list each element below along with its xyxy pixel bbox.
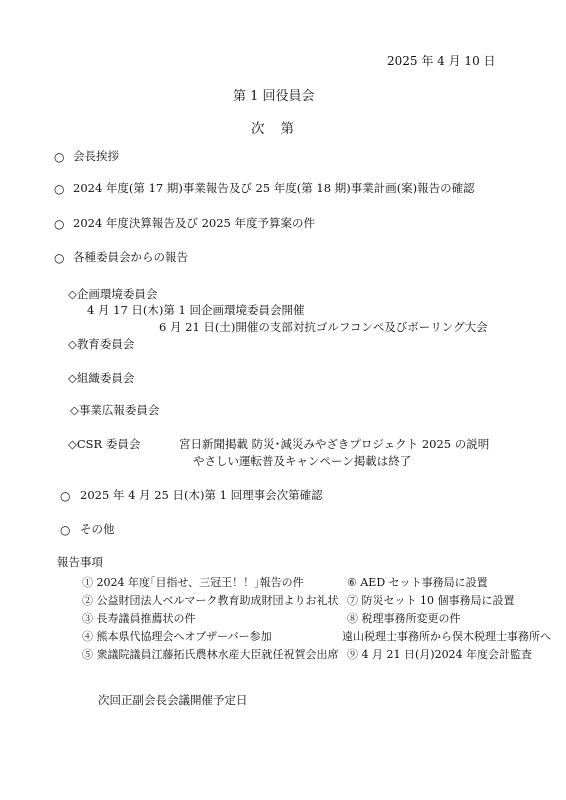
report-item: ⑨ 4 月 21 日(月)2024 年度会計監査 — [347, 648, 533, 661]
report-item-continuation: 遠山税理士事務所から俣木税理士事務所へ — [342, 630, 551, 643]
agenda-item-text: 会長挨拶 — [73, 149, 119, 163]
agenda-heading: 次第 — [251, 121, 310, 137]
agenda-item-text: 2025 年 4 月 25 日(木)第 1 回理事会次第確認 — [80, 488, 323, 502]
report-item: ⑥ AED セット事務局に設置 — [347, 576, 488, 589]
agenda-item-text: 2024 年度(第 17 期)事業報告及び 25 年度(第 18 期)事業計画(案)報告の確認 — [73, 181, 475, 195]
report-item: ① 2024 年度｢目指せ、三冠王！！｣報告の件 — [82, 576, 304, 589]
committee-education-title: ◇教育委員会 — [68, 337, 135, 351]
report-item: ② 公益財団法人ベルマーク教育助成財団よりお礼状 — [82, 594, 339, 607]
report-item: ④ 熊本県代協理会へオブザーバー参加 — [82, 630, 272, 643]
circle-bullet: ○ — [54, 150, 65, 164]
committee-planning-line: 6 月 21 日(土)開催の支部対抗ゴルフコンペ及びボーリング大会 — [159, 320, 488, 334]
report-item: ⑤ 衆議院議員江藤拓氏農林水産大臣就任祝賀会出席 — [82, 648, 339, 661]
committee-csr-line: 宮日新聞掲載 防災･減災みやざきプロジェクト 2025 の説明 — [179, 437, 490, 451]
meeting-title: 第 1 回役員会 — [233, 89, 315, 104]
report-item: ⑧ 税理事務所変更の件 — [347, 612, 461, 625]
circle-bullet: ○ — [54, 251, 65, 265]
committee-organization-title: ◇組織委員会 — [68, 371, 135, 385]
circle-bullet: ○ — [54, 217, 65, 231]
committee-csr-title: ◇CSR 委員会 — [68, 437, 141, 451]
circle-bullet: ○ — [60, 489, 71, 503]
circle-bullet: ○ — [60, 523, 71, 537]
report-item: ⑦ 防災セット 10 個事務局に設置 — [347, 594, 515, 607]
reports-heading: 報告事項 — [57, 555, 103, 569]
report-item: ③ 長寿議員推薦状の件 — [82, 612, 196, 625]
committee-planning-title: ◇企画環境委員会 — [68, 287, 158, 301]
committee-csr-line: やさしい運転普及キャンペーン掲載は終了 — [193, 454, 412, 468]
document-date: 2025 年 4 月 10 日 — [387, 54, 496, 68]
circle-bullet: ○ — [54, 182, 65, 196]
committee-publicity-title: ◇事業広報委員会 — [70, 403, 160, 417]
agenda-item-text: その他 — [80, 522, 115, 536]
next-meeting-note: 次回正副会長会議開催予定日 — [98, 693, 248, 707]
committee-planning-line: 4 月 17 日(木)第 1 回企画環境委員会開催 — [87, 303, 305, 317]
agenda-item-text: 2024 年度決算報告及び 2025 年度予算案の件 — [73, 216, 315, 230]
agenda-item-text: 各種委員会からの報告 — [73, 250, 188, 264]
